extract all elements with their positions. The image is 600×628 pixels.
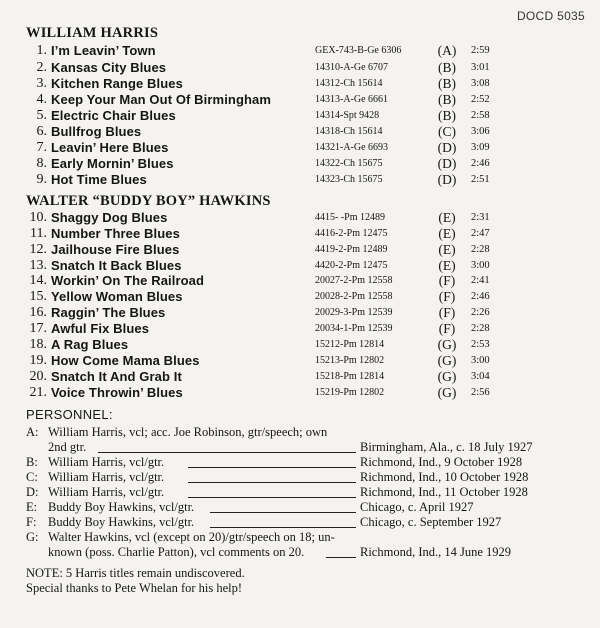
section-title-william-harris: WILLIAM HARRIS	[26, 25, 159, 41]
catalog-number: DOCD 5035	[516, 9, 585, 23]
personnel-row	[0, 500, 600, 515]
personnel-heading: PERSONNEL:	[26, 407, 113, 422]
track-session: (F)	[438, 289, 456, 304]
session-place-date: Chicago, c. September 1927	[360, 515, 502, 529]
track-title: I’m Leavin’ Town	[51, 43, 156, 58]
track-number: 9.	[36, 172, 47, 187]
track-number: 5.	[36, 108, 47, 123]
session-code: D:	[26, 485, 39, 499]
session-place-date: Richmond, Ind., 14 June 1929	[360, 545, 512, 559]
track-session: (E)	[438, 258, 456, 273]
track-matrix: 14323-Ch 15675	[315, 174, 383, 185]
track-number: 8.	[36, 156, 47, 171]
track-number: 2.	[36, 60, 47, 75]
session-place-date: Richmond, Ind., 10 October 1928	[360, 470, 529, 484]
track-number: 7.	[36, 140, 47, 155]
track-row	[0, 43, 600, 59]
track-time: 2:58	[471, 110, 490, 121]
track-matrix: 20029-3-Pm 12539	[315, 307, 393, 318]
personnel-row	[0, 485, 600, 500]
track-time: 2:51	[471, 174, 490, 185]
track-time: 2:46	[471, 291, 490, 302]
track-session: (D)	[437, 156, 457, 171]
track-number: 15.	[29, 289, 47, 304]
track-row	[0, 337, 600, 353]
personnel-text: William Harris, vcl/gtr.	[48, 470, 165, 484]
track-number: 19.	[29, 353, 47, 368]
session-code: B:	[26, 455, 38, 469]
track-title: Workin’ On The Railroad	[51, 273, 205, 288]
track-session: (D)	[437, 172, 457, 187]
track-session: (D)	[437, 140, 457, 155]
track-matrix: 15212-Pm 12814	[315, 339, 385, 350]
track-number: 11.	[30, 226, 47, 241]
track-number: 3.	[36, 76, 47, 91]
personnel-text: Buddy Boy Hawkins, vcl/gtr.	[48, 515, 195, 529]
track-number: 4.	[36, 92, 47, 107]
leader-line	[98, 452, 356, 453]
personnel-text: Walter Hawkins, vcl (except on 20)/gtr/speech on 18; un-	[48, 530, 335, 544]
personnel-row	[0, 530, 600, 545]
session-place-date: Chicago, c. April 1927	[360, 500, 474, 514]
track-title: Awful Fix Blues	[51, 321, 150, 336]
track-row	[0, 108, 600, 124]
track-matrix: 4416-2-Pm 12475	[315, 228, 388, 239]
track-matrix: 4419-2-Pm 12489	[315, 244, 388, 255]
track-title: Jailhouse Fire Blues	[51, 242, 180, 257]
personnel-row	[0, 455, 600, 470]
track-matrix: 20028-2-Pm 12558	[315, 291, 393, 302]
track-number: 13.	[29, 258, 47, 273]
session-code: C:	[26, 470, 38, 484]
track-matrix: 15213-Pm 12802	[315, 355, 385, 366]
track-session: (B)	[438, 92, 456, 107]
leader-line	[210, 527, 356, 528]
track-matrix: 14318-Ch 15614	[315, 126, 383, 137]
track-row	[0, 76, 600, 92]
track-session: (B)	[438, 76, 456, 91]
personnel-row	[0, 425, 600, 440]
track-title: Electric Chair Blues	[51, 108, 176, 123]
track-row	[0, 353, 600, 369]
personnel-row	[0, 515, 600, 530]
track-matrix: 14322-Ch 15675	[315, 158, 383, 169]
track-matrix: 4420-2-Pm 12475	[315, 260, 388, 271]
track-time: 3:04	[471, 371, 490, 382]
leader-line	[188, 482, 356, 483]
track-title: Bullfrog Blues	[51, 124, 142, 139]
track-number: 20.	[29, 369, 47, 384]
track-session: (C)	[438, 124, 456, 139]
track-matrix: 20027-2-Pm 12558	[315, 275, 393, 286]
track-time: 2:47	[471, 228, 490, 239]
leader-line	[326, 557, 356, 558]
track-title: A Rag Blues	[51, 337, 129, 352]
track-time: 2:28	[471, 244, 490, 255]
track-matrix: 4415- -Pm 12489	[315, 212, 385, 223]
track-matrix: 14310-A-Ge 6707	[315, 62, 389, 73]
track-number: 14.	[29, 273, 47, 288]
track-title: Yellow Woman Blues	[51, 289, 183, 304]
track-title: Leavin’ Here Blues	[51, 140, 169, 155]
track-matrix: 14313-A-Ge 6661	[315, 94, 389, 105]
track-time: 3:08	[471, 78, 490, 89]
track-number: 6.	[36, 124, 47, 139]
track-row	[0, 258, 600, 274]
personnel-row	[0, 545, 600, 560]
track-row	[0, 156, 600, 172]
track-row	[0, 385, 600, 401]
track-row	[0, 60, 600, 76]
track-row	[0, 92, 600, 108]
track-number: 1.	[36, 43, 47, 58]
track-matrix: 14312-Ch 15614	[315, 78, 383, 89]
track-title: Snatch It And Grab It	[51, 369, 182, 384]
track-row	[0, 369, 600, 385]
track-row	[0, 172, 600, 188]
track-row	[0, 305, 600, 321]
note-undiscovered: NOTE: 5 Harris titles remain undiscovered.	[26, 566, 245, 580]
session-code: G:	[26, 530, 39, 544]
track-time: 2:28	[471, 323, 490, 334]
session-place-date: Richmond, Ind., 11 October 1928	[360, 485, 528, 499]
personnel-text: William Harris, vcl; acc. Joe Robinson, gtr/speech; own	[48, 425, 328, 439]
section-title-buddy-boy-hawkins: WALTER “BUDDY BOY” HAWKINS	[26, 193, 271, 209]
track-session: (E)	[438, 242, 456, 257]
session-code: F:	[26, 515, 37, 529]
personnel-row	[0, 440, 600, 455]
track-row	[0, 242, 600, 258]
track-time: 2:59	[471, 45, 490, 56]
track-row	[0, 226, 600, 242]
personnel-row	[0, 470, 600, 485]
track-title: Number Three Blues	[51, 226, 180, 241]
session-place-date: Birmingham, Ala., c. 18 July 1927	[360, 440, 533, 454]
personnel-text: William Harris, vcl/gtr.	[48, 485, 165, 499]
track-time: 3:06	[471, 126, 490, 137]
track-time: 2:56	[471, 387, 490, 398]
track-session: (B)	[438, 108, 456, 123]
track-time: 2:31	[471, 212, 490, 223]
track-title: Early Mornin’ Blues	[51, 156, 174, 171]
leader-line	[188, 497, 356, 498]
track-title: Kitchen Range Blues	[51, 76, 183, 91]
track-time: 3:01	[471, 62, 490, 73]
session-place-date: Richmond, Ind., 9 October 1928	[360, 455, 523, 469]
track-row	[0, 140, 600, 156]
track-title: How Come Mama Blues	[51, 353, 200, 368]
personnel-text: Buddy Boy Hawkins, vcl/gtr.	[48, 500, 195, 514]
session-code: A:	[26, 425, 39, 439]
leader-line	[188, 467, 356, 468]
track-number: 12.	[29, 242, 47, 257]
track-title: Snatch It Back Blues	[51, 258, 182, 273]
personnel-text: William Harris, vcl/gtr.	[48, 455, 165, 469]
track-session: (G)	[437, 337, 457, 352]
track-time: 2:53	[471, 339, 490, 350]
track-time: 2:41	[471, 275, 490, 286]
track-row	[0, 124, 600, 140]
track-session: (B)	[438, 60, 456, 75]
track-session: (A)	[437, 43, 457, 58]
track-row	[0, 273, 600, 289]
track-title: Shaggy Dog Blues	[51, 210, 168, 225]
track-session: (F)	[438, 321, 456, 336]
track-time: 2:26	[471, 307, 490, 318]
track-row	[0, 210, 600, 226]
track-title: Hot Time Blues	[51, 172, 147, 187]
track-time: 3:00	[471, 260, 490, 271]
track-title: Kansas City Blues	[51, 60, 167, 75]
track-session: (F)	[438, 273, 456, 288]
track-session: (E)	[438, 226, 456, 241]
track-row	[0, 289, 600, 305]
track-time: 3:00	[471, 355, 490, 366]
session-code: E:	[26, 500, 38, 514]
track-time: 2:46	[471, 158, 490, 169]
track-time: 3:09	[471, 142, 490, 153]
track-session: (E)	[438, 210, 456, 225]
track-matrix: 15219-Pm 12802	[315, 387, 385, 398]
track-session: (G)	[437, 385, 457, 400]
track-title: Keep Your Man Out Of Birmingham	[51, 92, 272, 107]
track-number: 16.	[29, 305, 47, 320]
track-number: 10.	[29, 210, 47, 225]
track-matrix: 20034-1-Pm 12539	[315, 323, 393, 334]
track-matrix: GEX-743-B-Ge 6306	[315, 45, 402, 56]
track-session: (F)	[438, 305, 456, 320]
track-matrix: 14314-Spt 9428	[315, 110, 380, 121]
track-matrix: 14321-A-Ge 6693	[315, 142, 389, 153]
track-matrix: 15218-Pm 12814	[315, 371, 385, 382]
track-title: Raggin’ The Blues	[51, 305, 166, 320]
leader-line	[210, 512, 356, 513]
note-thanks: Special thanks to Pete Whelan for his help!	[26, 581, 243, 595]
personnel-text: 2nd gtr.	[48, 440, 87, 454]
track-session: (G)	[437, 353, 457, 368]
track-number: 21.	[29, 385, 47, 400]
track-row	[0, 321, 600, 337]
track-session: (G)	[437, 369, 457, 384]
track-number: 17.	[29, 321, 47, 336]
personnel-text: known (poss. Charlie Patton), vcl comments on 20.	[48, 545, 305, 559]
track-title: Voice Throwin’ Blues	[51, 385, 183, 400]
track-number: 18.	[29, 337, 47, 352]
track-time: 2:52	[471, 94, 490, 105]
